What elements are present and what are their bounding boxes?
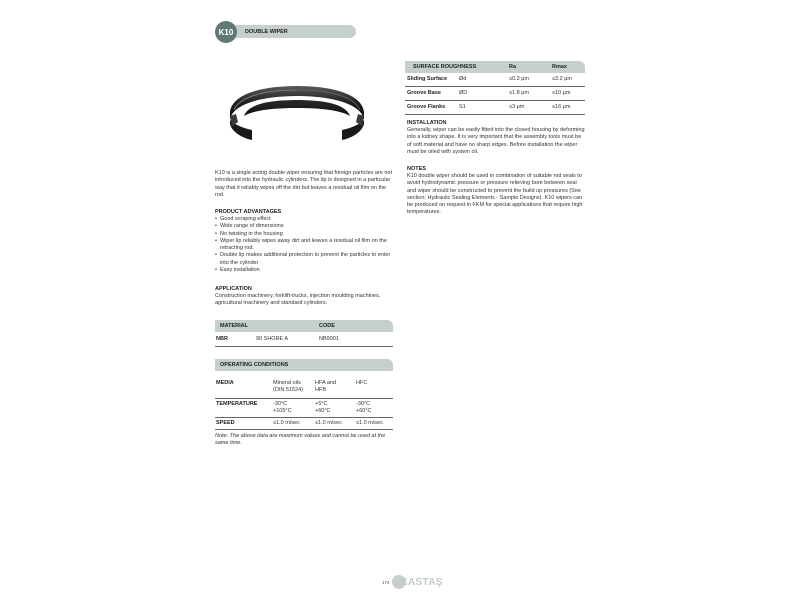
table-row [405,73,585,87]
rmax-value: ≤3.2 μm [552,76,572,82]
surface-roughness-table [405,61,585,115]
list-item: • Wiper lip reliably wipes away dirt and leaves a residual oil film on the retracting rod. [215,238,395,253]
ra-value: ≤3 μm [509,104,525,110]
surface-roughness-header [405,61,585,73]
table-row [215,399,393,418]
application-text: Construction machinery, forklift-trucks, injection moulding machines, agricultural machinery and standard cylinders. [215,293,381,307]
code-header: CODE [319,323,335,329]
notes-text: K10 double wiper should be used in combination of suitable rod seals to avoid hydrodynamic pressure or pressure relieving bore between seal and wiper should be constructed to prevent the build up pressures (See section; Hydraulic Sealing Elements - Sample Designs). K10 wipers can be produced on request in FKM for special applications that require high temperatures. [407,173,583,216]
temperature-label: TEMPERATURE [216,401,258,407]
application-section [215,286,395,308]
surface-label: Sliding Surface [407,76,448,82]
material-header: MATERIAL [220,323,249,329]
surface-symbol: Ød [459,76,467,82]
notes-heading: NOTES [407,166,426,172]
rmax-value: ≤16 μm [552,104,571,110]
temperature-value: -30°C +60°C [356,401,372,414]
table-row [215,332,393,347]
surface-symbol: ØD [459,90,468,96]
rmax-value: ≤10 μm [552,90,571,96]
operating-conditions-header [215,359,393,371]
product-code-badge: K10 [215,21,237,43]
list-item: • Double lip makes additional protection to prevent the particles to enter into the cylinder [215,252,395,267]
list-item: • Easy installation [215,267,395,274]
media-label: MEDIA [216,380,234,386]
surface-symbol: S1 [459,104,466,110]
table-row [215,371,393,399]
table-row [405,87,585,101]
media-value: HFC [356,380,368,386]
speed-value: ≤1.0 m/sec [273,420,300,426]
surface-label: Groove Base [407,90,441,96]
installation-section [407,120,587,156]
list-item: • Wide range of dimensions [215,223,395,230]
table-row [405,101,585,115]
page-number: 174 [382,579,390,585]
advantages-list [215,216,395,274]
product-advantages-heading: PRODUCT ADVANTAGES [215,209,282,215]
page-footer [382,574,443,590]
notes-section [407,166,587,217]
list-item: • No twisting in the housing [215,231,395,238]
speed-label: SPEED [216,420,235,426]
list-item: • Good scraping effect [215,216,395,223]
surface-label: Groove Flanks [407,104,446,110]
product-advantages-section [215,209,395,274]
material-name: NBR [216,336,228,342]
ra-header: Ra [509,64,517,70]
product-title-bar [228,25,356,38]
intro-paragraph: K10 is a single acting double wiper ensuring that foreign particles are not introduced into the hydraulic cylinders. The lip is designed in a particular way that it reliably wipes off the dirt but leaves a residual oil film on the rod. [215,170,393,198]
material-code: NB9001 [319,336,339,342]
material-hardness: 90 SHORE A [256,336,289,342]
table-row [215,418,393,430]
rmax-header: Rmax [552,64,567,70]
brand-logo-text: KASTAŞ [400,576,443,588]
media-value: Mineral oils (DIN 51524) [273,380,303,393]
application-heading: APPLICATION [215,286,252,292]
wiper-product-image [222,80,372,142]
ra-value: ≤0.3 μm [509,76,529,82]
surface-roughness-heading: SURFACE ROUGHNESS [413,64,477,70]
installation-text: Generally, wiper can be easily fitted into the closed housing by deforming into a kidney shape. It is very important that the assembly tools must be of soft material and have no sharp edges. Before installation the wiper must be oiled with system oil. [407,127,585,155]
operating-conditions-table [215,359,393,430]
material-table [215,320,393,347]
temperature-value: +5°C +60°C [315,401,331,414]
temperature-value: -30°C +105°C [273,401,292,414]
operating-conditions-heading: OPERATING CONDITIONS [220,362,289,368]
ra-value: ≤1.8 μm [509,90,529,96]
material-table-header [215,320,393,332]
speed-value: ≤1.0 m/sec [315,420,342,426]
data-note: Note: The above data are maximum values and cannot be used at the same time. [215,433,386,447]
product-title: DOUBLE WIPER [245,28,288,35]
media-value: HFA and HFB [315,380,337,393]
speed-value: ≤1.0 m/sec [356,420,383,426]
installation-heading: INSTALLATION [407,120,447,126]
